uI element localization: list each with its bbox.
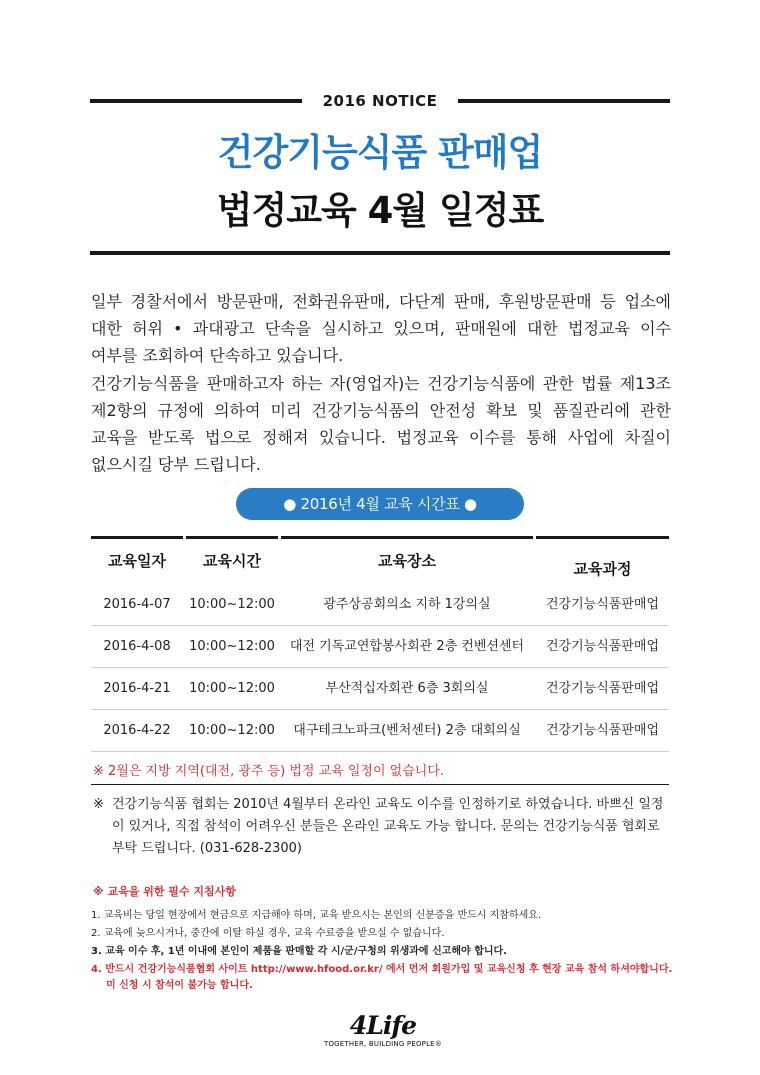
cell-location: 광주상공회의소 지하 1강의실 xyxy=(323,597,491,612)
logo-wordmark: 4Life xyxy=(349,1011,417,1040)
table-row xyxy=(91,626,669,668)
cell-date: 2016-4-08 xyxy=(103,639,171,654)
table-header xyxy=(91,536,669,584)
schedule-table xyxy=(91,536,669,752)
table-row xyxy=(91,668,669,710)
cell-time: 10:00~12:00 xyxy=(189,639,275,654)
notice-rule-right xyxy=(458,99,670,103)
header-rule-3 xyxy=(281,536,533,539)
guidelines-title: ※ 교육을 위한 필수 지침사항 xyxy=(93,885,236,898)
notice-label: 2016 NOTICE xyxy=(322,92,438,110)
guideline-item-4-cont: 미 신청 시 참석이 불가능 합니다. xyxy=(106,980,253,991)
guideline-item-1: 1. 교육비는 당일 현장에서 현금으로 지급해야 하며, 교육 받으시는 본인의 신분증을 반드시 지참하세요. xyxy=(91,910,542,921)
header-time: 교육시간 xyxy=(203,552,261,570)
header-date: 교육일자 xyxy=(108,552,166,570)
header-rule-2 xyxy=(186,536,278,539)
cell-date: 2016-4-21 xyxy=(103,681,171,696)
brand-logo xyxy=(318,1012,448,1048)
no-schedule-note: ※ 2월은 지방 지역(대전, 광주 등) 법정 교육 일정이 없습니다. xyxy=(93,764,445,779)
title-divider xyxy=(90,251,670,255)
table-row xyxy=(91,584,669,626)
note-mark: ※ xyxy=(93,797,104,812)
online-education-note xyxy=(93,794,668,860)
guideline-item-4: 4. 반드시 건강기능식품협회 사이트 http://www.hfood.or.kr/ 에서 먼저 회원가입 및 교육신청 후 현장 교육 참석 하셔야합니다. xyxy=(91,964,673,975)
header-location: 교육장소 xyxy=(378,552,436,570)
notice-header xyxy=(90,88,670,114)
intro-paragraph-1: 일부 경찰서에서 방문판매, 전화권유판매, 다단계 판매, 후원방문판매 등 업소에 대한 허위 • 과대광고 단속을 실시하고 있으며, 판매원에 대한 법정교육 이수 여부를 조회하여 단속하고 있습니다. xyxy=(91,292,671,365)
cell-course: 건강기능식품판매업 xyxy=(545,639,660,654)
logo-tagline: TOGETHER, BUILDING PEOPLE® xyxy=(323,1040,443,1048)
cell-time: 10:00~12:00 xyxy=(189,723,275,738)
cell-date: 2016-4-22 xyxy=(103,723,171,738)
title-line-2: 법정교육 4월 일정표 xyxy=(216,189,544,232)
cell-course: 건강기능식품판매업 xyxy=(545,681,660,696)
cell-date: 2016-4-07 xyxy=(103,597,171,612)
cell-time: 10:00~12:00 xyxy=(189,597,275,612)
table-row xyxy=(91,710,669,752)
cell-location: 대전 기독교연합봉사회관 2층 컨벤션센터 xyxy=(289,639,525,654)
online-note-text: 건강기능식품 협회는 2010년 4월부터 온라인 교육도 이수를 인정하기로 하였습니다. 바쁘신 일정이 있거나, 직접 참석이 어려우신 분들은 온라인 교육도 가능 합니다. 문의는 건강기능식품 협회로 부탁 드립니다. (031-628-2300) xyxy=(112,797,664,856)
guideline-item-3: 3. 교육 이수 후, 1년 이내에 본인이 제품을 판매할 각 시/군/구청의 위생과에 신고해야 합니다. xyxy=(91,946,507,957)
schedule-title-badge: ● 2016년 4월 교육 시간표 ● xyxy=(236,488,524,520)
header-rule-1 xyxy=(91,536,183,539)
cell-location: 대구테크노파크(벤처센터) 2층 대회의실 xyxy=(293,723,521,738)
header-rule-4 xyxy=(536,536,669,539)
cell-time: 10:00~12:00 xyxy=(189,681,275,696)
guideline-item-2: 2. 교육에 늦으시거나, 중간에 이탈 하실 경우, 교육 수료증을 받으실 수 없습니다. xyxy=(91,928,445,939)
cell-course: 건강기능식품판매업 xyxy=(545,597,660,612)
title-line-1: 건강기능식품 판매업 xyxy=(217,131,543,174)
header-course: 교육과정 xyxy=(573,560,632,578)
cell-course: 건강기능식품판매업 xyxy=(545,723,660,738)
cell-location: 부산적십자회관 6층 3회의실 xyxy=(325,681,489,696)
intro-paragraph-2: 건강기능식품을 판매하고자 하는 자(영업자)는 건강기능식품에 관한 법률 제13조 제2항의 규정에 의하여 미리 건강기능식품의 안전성 확보 및 품질관리에 관한 교육을 받도록 법으로 정해져 있습니다. 법정교육 이수를 통해 사업에 차질이 없으시길 당부 드립니다. xyxy=(91,374,671,474)
note-divider xyxy=(91,784,669,785)
